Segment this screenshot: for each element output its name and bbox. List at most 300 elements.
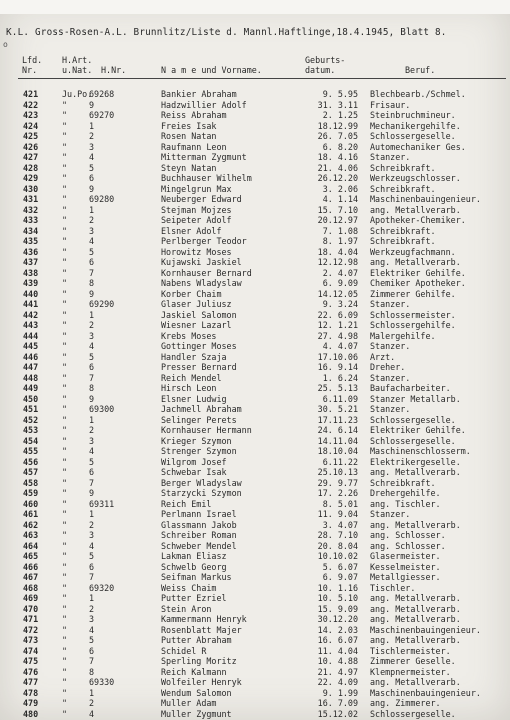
row-profession: ang. Metallverarb.: [370, 257, 461, 267]
row-birthdate: 25. 5.13: [317, 383, 358, 393]
prisoner-list: [0, 89, 510, 719]
row-art: ": [62, 330, 68, 341]
row-number: 444: [23, 330, 39, 341]
row-name: Wendum Salomon: [161, 687, 232, 698]
row-name: Hadzwillier Adolf: [161, 99, 247, 110]
row-birthdate: 5. 6.07: [322, 561, 358, 572]
row-art: ": [62, 215, 68, 225]
list-row: [0, 352, 510, 363]
row-art: ": [62, 204, 68, 215]
row-number: 445: [23, 341, 39, 351]
row-profession: Stanzer.: [370, 404, 411, 414]
row-art: ": [62, 194, 68, 204]
row-art: ": [62, 288, 68, 299]
row-number: 469: [23, 593, 39, 603]
row-prisoner-number: 8: [89, 666, 95, 677]
row-art: ": [62, 383, 68, 393]
document-title: K.L. Gross-Rosen-A.L. Brunnlitz/Liste d. Mannl.Haftlinge,18.4.1945, Blatt 8.: [6, 27, 447, 38]
header-lfd-line1: Lfd.: [22, 55, 43, 65]
row-prisoner-number: 2: [89, 425, 95, 435]
row-prisoner-number: 4: [89, 236, 95, 246]
row-profession: Schreibkraft.: [370, 183, 436, 194]
row-prisoner-number: 3: [89, 614, 95, 624]
row-prisoner-number: 7: [89, 477, 95, 488]
row-birthdate: 4. 1.14: [322, 194, 358, 204]
row-name: Handler Szaja: [161, 351, 227, 362]
row-number: 425: [23, 131, 39, 141]
row-profession: Elektriker Gehilfe.: [370, 425, 466, 435]
row-prisoner-number: 7: [89, 267, 95, 278]
row-name: Steyn Natan: [161, 162, 217, 173]
row-number: 430: [23, 183, 39, 194]
row-art: ": [62, 110, 68, 120]
row-art: ": [62, 299, 68, 309]
row-art: ": [62, 341, 68, 351]
header-h-nr: H.Nr.: [101, 65, 127, 75]
row-art: ": [62, 362, 68, 372]
row-art: ": [62, 572, 68, 582]
row-profession: Malergehilfe.: [370, 330, 436, 341]
row-number: 475: [23, 656, 39, 666]
row-birthdate: 15.12.02: [317, 708, 358, 719]
row-art: ": [62, 309, 68, 320]
row-number: 479: [23, 698, 39, 708]
row-name: Perlberger Teodor: [161, 236, 247, 246]
row-birthdate: 26.12.20: [317, 173, 358, 183]
row-name: Selinger Perets: [161, 414, 237, 425]
row-art: ": [62, 320, 68, 330]
row-profession: Maschinenbauingenieur.: [370, 624, 481, 635]
row-number: 439: [23, 278, 39, 288]
row-birthdate: 2. 1.25: [322, 110, 358, 120]
header-geb-line2: datum.: [305, 65, 336, 75]
row-number: 431: [23, 194, 39, 204]
row-prisoner-number: 69280: [89, 194, 115, 204]
row-number: 460: [23, 498, 39, 509]
row-name: Raufmann Leon: [161, 141, 227, 152]
row-prisoner-number: 1: [89, 687, 95, 698]
row-number: 442: [23, 309, 39, 320]
row-name: Horowitz Moses: [161, 246, 232, 257]
row-prisoner-number: 69270: [89, 110, 115, 120]
list-row: [0, 215, 510, 226]
row-birthdate: 16. 6.07: [317, 635, 358, 645]
row-art: ": [62, 561, 68, 572]
row-profession: Schlossermeister.: [370, 309, 456, 320]
row-prisoner-number: 4: [89, 446, 95, 456]
row-birthdate: 2. 4.07: [322, 267, 358, 278]
row-art: ": [62, 141, 68, 152]
row-prisoner-number: 6: [89, 173, 95, 183]
row-profession: Schlossergehilfe.: [370, 320, 456, 330]
row-profession: Automechaniker Ges.: [370, 141, 466, 152]
row-birthdate: 18.10.04: [317, 446, 358, 456]
row-profession: Tischler.: [370, 582, 416, 593]
row-name: Hirsch Leon: [161, 383, 217, 393]
list-row: [0, 194, 510, 205]
row-profession: Apotheker-Chemiker.: [370, 215, 466, 225]
row-name: Jachmell Abraham: [161, 404, 242, 414]
row-number: 453: [23, 425, 39, 435]
row-prisoner-number: 5: [89, 635, 95, 645]
row-number: 435: [23, 236, 39, 246]
row-name: Kornhauser Hermann: [161, 425, 252, 435]
row-art: ": [62, 257, 68, 267]
list-row: [0, 457, 510, 468]
list-row: [0, 688, 510, 699]
row-profession: Zimmerer Geselle.: [370, 656, 456, 666]
row-profession: Stanzer.: [370, 341, 411, 351]
row-prisoner-number: 5: [89, 162, 95, 173]
row-profession: Schreibkraft.: [370, 477, 436, 488]
row-art: ": [62, 246, 68, 257]
row-name: Wolfeiler Henryk: [161, 677, 242, 687]
header-geburtsdatum: [305, 55, 345, 75]
row-profession: ang. Metallverarb.: [370, 519, 461, 530]
row-name: Schwelb Georg: [161, 561, 227, 572]
list-row: [0, 131, 510, 142]
row-birthdate: 20. 8.04: [317, 540, 358, 551]
list-row: [0, 593, 510, 604]
row-birthdate: 20.12.97: [317, 215, 358, 225]
row-art: ": [62, 677, 68, 687]
row-number: 462: [23, 519, 39, 530]
row-birthdate: 18. 4.04: [317, 246, 358, 257]
list-row: [0, 583, 510, 594]
row-art: ": [62, 351, 68, 362]
row-number: 467: [23, 572, 39, 582]
row-birthdate: 16. 9.14: [317, 362, 358, 372]
row-birthdate: 26. 7.05: [317, 131, 358, 141]
row-number: 461: [23, 509, 39, 519]
row-prisoner-number: 69290: [89, 299, 115, 309]
row-number: 454: [23, 435, 39, 446]
row-prisoner-number: 1: [89, 309, 95, 320]
row-prisoner-number: 9: [89, 183, 95, 194]
row-profession: Tischlermeister.: [370, 645, 451, 656]
row-art: ": [62, 509, 68, 519]
row-prisoner-number: 2: [89, 215, 95, 225]
row-art: ": [62, 278, 68, 288]
row-profession: Elektriker Gehilfe.: [370, 267, 466, 278]
list-row: [0, 236, 510, 247]
row-art: ": [62, 530, 68, 540]
row-prisoner-number: 2: [89, 131, 95, 141]
row-birthdate: 27. 4.98: [317, 330, 358, 341]
row-profession: Chemiker Apotheker.: [370, 278, 466, 288]
row-name: Starzycki Szymon: [161, 488, 242, 498]
row-birthdate: 10. 5.10: [317, 593, 358, 603]
row-birthdate: 29. 9.77: [317, 477, 358, 488]
list-row: [0, 415, 510, 426]
row-prisoner-number: 6: [89, 362, 95, 372]
row-number: 463: [23, 530, 39, 540]
row-name: Krieger Szymon: [161, 435, 232, 446]
row-profession: Schlossergeselle.: [370, 435, 456, 446]
list-row: [0, 100, 510, 111]
list-row: [0, 551, 510, 562]
row-birthdate: 9. 5.95: [322, 89, 358, 99]
row-profession: ang. Tischler.: [370, 498, 441, 509]
row-prisoner-number: 7: [89, 656, 95, 666]
row-prisoner-number: 4: [89, 152, 95, 162]
header-h-art: [62, 55, 92, 75]
row-prisoner-number: 69330: [89, 677, 115, 687]
row-profession: Schlossergeselle.: [370, 708, 456, 719]
row-number: 473: [23, 635, 39, 645]
row-profession: Werkzeugschlosser.: [370, 173, 461, 183]
row-name: Muller Zygmunt: [161, 708, 232, 719]
row-art: ": [62, 152, 68, 162]
row-art: ": [62, 99, 68, 110]
row-art: ": [62, 666, 68, 677]
row-birthdate: 12. 1.21: [317, 320, 358, 330]
row-prisoner-number: 4: [89, 624, 95, 635]
row-prisoner-number: 4: [89, 708, 95, 719]
row-profession: Werkzeugfachmann.: [370, 246, 456, 257]
row-prisoner-number: 69268: [89, 89, 115, 99]
list-row: [0, 446, 510, 457]
list-row: [0, 436, 510, 447]
header-lfd-nr: [22, 55, 42, 75]
row-profession: ang. Metallverarb.: [370, 593, 461, 603]
row-number: 450: [23, 393, 39, 404]
row-birthdate: 9. 3.24: [322, 299, 358, 309]
list-row: [0, 541, 510, 552]
row-prisoner-number: 2: [89, 320, 95, 330]
row-number: 427: [23, 152, 39, 162]
row-prisoner-number: 2: [89, 603, 95, 614]
list-row: [0, 383, 510, 394]
row-prisoner-number: 4: [89, 341, 95, 351]
header-geb-line1: Geburts-: [305, 55, 346, 65]
row-name: Wiesner Lazarl: [161, 320, 232, 330]
row-name: Wilgrom Josef: [161, 456, 227, 467]
row-prisoner-number: 5: [89, 456, 95, 467]
list-row: [0, 142, 510, 153]
row-name: Kujawski Jaskiel: [161, 257, 242, 267]
row-name: Putter Ezriel: [161, 593, 227, 603]
row-profession: ang. Metallverarb.: [370, 635, 461, 645]
row-number: 474: [23, 645, 39, 656]
list-row: [0, 562, 510, 573]
row-art: ": [62, 614, 68, 624]
list-row: [0, 184, 510, 195]
list-row: [0, 425, 510, 436]
row-birthdate: 15. 7.10: [317, 204, 358, 215]
list-row: [0, 226, 510, 237]
row-birthdate: 6. 9.07: [322, 572, 358, 582]
row-birthdate: 3. 4.07: [322, 519, 358, 530]
row-prisoner-number: 9: [89, 288, 95, 299]
row-number: 441: [23, 299, 39, 309]
row-art: ": [62, 236, 68, 246]
list-row: [0, 173, 510, 184]
row-birthdate: 6. 8.20: [322, 141, 358, 152]
row-name: Reich Kalmann: [161, 666, 227, 677]
row-art: ": [62, 225, 68, 236]
row-profession: Dreher.: [370, 362, 406, 372]
list-row: [0, 278, 510, 289]
row-name: Korber Chaim: [161, 288, 222, 299]
row-number: 477: [23, 677, 39, 687]
row-art: ": [62, 624, 68, 635]
list-row: [0, 656, 510, 667]
row-number: 429: [23, 173, 39, 183]
row-art: ": [62, 173, 68, 183]
row-prisoner-number: 9: [89, 99, 95, 110]
row-art: ": [62, 435, 68, 446]
row-birthdate: 25.10.13: [317, 467, 358, 477]
row-birthdate: 8. 1.97: [322, 236, 358, 246]
row-name: Presser Bernard: [161, 362, 237, 372]
row-profession: Stanzer.: [370, 509, 411, 519]
list-row: [0, 394, 510, 405]
row-profession: Elektrikergeselle.: [370, 456, 461, 467]
row-profession: Steinbruchmineur.: [370, 110, 456, 120]
row-prisoner-number: 1: [89, 120, 95, 131]
row-number: 466: [23, 561, 39, 572]
row-art: ": [62, 488, 68, 498]
list-row: [0, 499, 510, 510]
row-number: 478: [23, 687, 39, 698]
row-birthdate: 17. 2.26: [317, 488, 358, 498]
row-number: 426: [23, 141, 39, 152]
row-name: Strenger Szymon: [161, 446, 237, 456]
list-row: [0, 520, 510, 531]
list-row: [0, 467, 510, 478]
row-profession: Zimmerer Gehilfe.: [370, 288, 456, 299]
row-prisoner-number: 69311: [89, 498, 115, 509]
row-prisoner-number: 7: [89, 372, 95, 383]
row-birthdate: 30.12.20: [317, 614, 358, 624]
row-birthdate: 1. 6.24: [322, 372, 358, 383]
row-art: ": [62, 656, 68, 666]
row-birthdate: 18. 4.16: [317, 152, 358, 162]
row-number: 464: [23, 540, 39, 551]
list-row: [0, 572, 510, 583]
list-row: [0, 698, 510, 709]
row-number: 440: [23, 288, 39, 299]
row-number: 422: [23, 99, 39, 110]
row-birthdate: 4. 4.07: [322, 341, 358, 351]
row-prisoner-number: 3: [89, 141, 95, 152]
row-number: 472: [23, 624, 39, 635]
row-number: 436: [23, 246, 39, 257]
row-prisoner-number: 3: [89, 225, 95, 236]
row-birthdate: 30. 5.21: [317, 404, 358, 414]
row-profession: ang. Schlosser.: [370, 530, 446, 540]
row-birthdate: 10. 4.88: [317, 656, 358, 666]
row-profession: ang. Metallverarb.: [370, 614, 461, 624]
row-birthdate: 22. 6.09: [317, 309, 358, 320]
row-name: Seipeter Adolf: [161, 215, 232, 225]
row-name: Mingelgrun Max: [161, 183, 232, 194]
row-art: ": [62, 698, 68, 708]
punch-hole-mark: o: [3, 40, 8, 49]
row-profession: ang. Metallverarb.: [370, 603, 461, 614]
row-name: Sperling Moritz: [161, 656, 237, 666]
row-birthdate: 6.11.22: [322, 456, 358, 467]
row-birthdate: 31. 3.11: [317, 99, 358, 110]
row-name: Gottinger Moses: [161, 341, 237, 351]
row-profession: Schreibkraft.: [370, 236, 436, 246]
list-row: [0, 320, 510, 331]
row-birthdate: 10.10.02: [317, 551, 358, 561]
row-art: Ju.Po.: [62, 89, 93, 99]
row-profession: Blechbearb./Schmel.: [370, 89, 466, 99]
row-profession: Mechanikergehilfe.: [370, 120, 461, 131]
header-hart-line1: H.Art.: [62, 55, 93, 65]
row-prisoner-number: 2: [89, 698, 95, 708]
list-row: [0, 289, 510, 300]
row-prisoner-number: 1: [89, 593, 95, 603]
row-name: Schweber Mendel: [161, 540, 237, 551]
row-number: 476: [23, 666, 39, 677]
list-row: [0, 625, 510, 636]
row-profession: Metallgiesser.: [370, 572, 441, 582]
row-number: 468: [23, 582, 39, 593]
row-art: ": [62, 519, 68, 530]
row-art: ": [62, 162, 68, 173]
row-birthdate: 11. 9.04: [317, 509, 358, 519]
row-art: ": [62, 477, 68, 488]
row-name: Rosenblatt Majer: [161, 624, 242, 635]
row-birthdate: 6. 9.09: [322, 278, 358, 288]
row-birthdate: 22. 4.09: [317, 677, 358, 687]
row-profession: ang. Metallverarb.: [370, 204, 461, 215]
list-row: [0, 646, 510, 657]
row-profession: Maschinenbauingenieur.: [370, 687, 481, 698]
row-number: 452: [23, 414, 39, 425]
row-birthdate: 17.10.06: [317, 351, 358, 362]
list-row: [0, 341, 510, 352]
row-profession: ang. Metallverarb.: [370, 677, 461, 687]
row-birthdate: 17.11.23: [317, 414, 358, 425]
row-profession: Stanzer Metallarb.: [370, 393, 461, 404]
list-row: [0, 89, 510, 100]
row-art: ": [62, 120, 68, 131]
row-birthdate: 14. 2.03: [317, 624, 358, 635]
row-art: ": [62, 372, 68, 383]
list-row: [0, 509, 510, 520]
row-name: Glaser Juliusz: [161, 299, 232, 309]
row-birthdate: 10. 1.16: [317, 582, 358, 593]
row-birthdate: 16. 7.09: [317, 698, 358, 708]
row-birthdate: 15. 9.09: [317, 603, 358, 614]
list-row: [0, 373, 510, 384]
row-birthdate: 6.11.09: [322, 393, 358, 404]
row-name: Muller Adam: [161, 698, 217, 708]
row-art: ": [62, 708, 68, 719]
list-row: [0, 310, 510, 321]
row-number: 480: [23, 708, 39, 719]
row-birthdate: 14.11.04: [317, 435, 358, 446]
list-row: [0, 604, 510, 615]
row-name: Reiss Abraham: [161, 110, 227, 120]
row-name: Weiss Chaim: [161, 582, 217, 593]
row-art: ": [62, 467, 68, 477]
row-prisoner-number: 5: [89, 351, 95, 362]
row-profession: Schreibkraft.: [370, 162, 436, 173]
row-prisoner-number: 5: [89, 551, 95, 561]
row-art: ": [62, 593, 68, 603]
row-prisoner-number: 3: [89, 530, 95, 540]
header-beruf: Beruf.: [405, 65, 436, 75]
row-number: 459: [23, 488, 39, 498]
row-prisoner-number: 9: [89, 393, 95, 404]
row-name: Kornhauser Bernard: [161, 267, 252, 278]
